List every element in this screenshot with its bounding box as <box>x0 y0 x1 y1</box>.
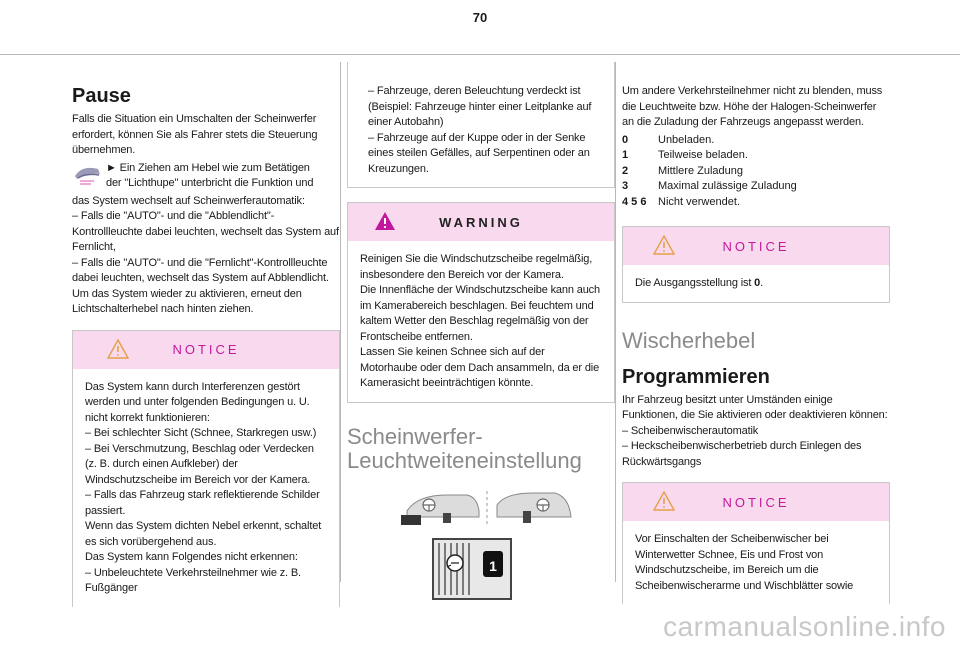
notice-box-3 <box>622 482 890 604</box>
warning-text: Reinigen Sie die Windschutzscheibe regelmäßig, insbesondere den Bereich vor der Kamera. Die Innenfläche der Windschutzscheibe kann auch im Kamerabereich beschlagen. Bei feuchtem und kaltem Wetter den Beschlag regelmäßig von der Frontscheibe entfernen. Lassen Sie keinen Schnee sich auf der Motorhaube oder dem Dach ansammeln, da er die Kamerasicht beeinträchtigen könnte. <box>360 253 600 389</box>
caution-triangle-icon <box>653 235 675 255</box>
notice-header <box>623 483 889 521</box>
caution-triangle-icon <box>107 339 129 359</box>
notice-text: Das System kann durch Interferenzen gestört werden und unter folgenden Bedingungen u. U. nicht korrekt funktionieren: – Bei schlechter Sicht (Schnee, Starkregen usw.) – Bei Verschmutzung, Beschlag oder Verdecken (z. B. durch einen Aufkleber) der Windschutzscheibe im Bereich vor der Kamera. – Falls das Fahrzeug stark reflektierende Schilder passiert. Wenn das System dichten Nebel erkennt, schaltet es sich vorübergehend aus. Das System kann Folgendes nicht erkennen: – Unbeleuchtete Verkehrsteilnehmer wie z. B. Fußgänger <box>85 380 322 594</box>
column-divider-right <box>615 62 616 582</box>
car-unloaded-icon <box>401 495 479 525</box>
pause-step <box>72 161 340 194</box>
hand-lever-icon <box>72 161 106 194</box>
warning-box <box>347 202 615 403</box>
continued-box <box>347 62 615 188</box>
caution-triangle-icon <box>653 491 675 511</box>
notice-header <box>73 331 339 369</box>
warning-header <box>348 203 614 241</box>
notice-label: NOTICE <box>172 342 240 357</box>
leveling-dial-icon <box>433 539 511 599</box>
pause-body: das System wechselt auf Scheinwerferautomatik: – Falls die "AUTO"- und die "Abblendlicht"-Kontrollleuchte dabei leuchten, wechselt das System auf Fernlicht, – Falls die "AUTO"- und die "Fernlicht"-Kontrollleuchte dabei leuchten, wechselt das System auf Abblendlicht. Um das System wieder zu aktivieren, erneut den Lichtschalterhebel nach hinten ziehen. <box>72 194 339 315</box>
notice-label: NOTICE <box>722 238 790 254</box>
notice-header <box>623 227 889 265</box>
notice-text: Die Ausgangsstellung ist 0. <box>635 277 764 289</box>
sub-heading-programming: Programmieren <box>622 365 770 388</box>
column-1 <box>72 62 340 607</box>
settings-list <box>622 133 890 211</box>
column-2 <box>347 62 615 647</box>
headlamp-illustration <box>347 487 615 647</box>
pause-step-line-2: der "Lichthupe" unterbricht die Funktion und <box>106 177 314 189</box>
headlamp-intro: Um andere Verkehrsteilnehmer nicht zu blenden, muss die Leuchtweite bzw. Höhe der Halogen-Scheinwerfer an die Zuladung der Fahrzeugs angepasst werden. <box>622 85 883 128</box>
wiper-body: Ihr Fahrzeug besitzt unter Umständen einige Funktionen, die Sie aktivieren oder deaktivieren können: – Scheibenwischerautomatik – Heckscheibenwischerbetrieb durch Einlegen des Rückwärtsgangs <box>622 393 888 468</box>
watermark: carmanualsonline.info <box>663 611 946 642</box>
warning-label: WARNING <box>439 214 523 230</box>
notice-box-2 <box>622 226 890 303</box>
car-loaded-icon <box>497 493 571 523</box>
settings-row: 4 5 6 Nicht verwendet. <box>622 195 740 208</box>
headlamp-diagram <box>347 487 615 647</box>
column-divider-left <box>340 62 341 582</box>
settings-row: 0 Unbeladen. <box>622 133 715 146</box>
notice-box-1 <box>72 330 340 607</box>
notice-text: Vor Einschalten der Scheibenwischer bei Winterwetter Schnee, Eis und Frost von Windschutzscheibe, im Bereich um die Scheibenwischerarme und Wischblätter sowie <box>635 533 854 592</box>
section-title-wiper: Wischerhebel <box>622 327 756 353</box>
pause-step-line-1: ► Ein Ziehen am Hebel wie zum Betätigen <box>106 161 310 174</box>
header-divider <box>0 54 960 55</box>
continued-text: – Fahrzeuge, deren Beleuchtung verdeckt ist (Beispiel: Fahrzeuge hinter einer Leitplanke auf einer Autobahn) – Fahrzeuge auf der Kuppe oder in der Senke eines steilen Gefälles, auf Serpentinen oder an Kreuzungen. <box>368 85 592 175</box>
pause-intro: Falls die Situation ein Umschalten der Scheinwerfer erfordert, können Sie als Fahrer stets die Steuerung übernehmen. <box>72 113 318 156</box>
settings-row: 3 Maximal zulässige Zuladung <box>622 180 797 192</box>
section-title-headlamp-adjust: Scheinwerfer- Leuchtweiteneinstellung <box>347 423 582 473</box>
section-heading-pause: Pause <box>72 85 131 107</box>
notice-label: NOTICE <box>722 494 790 510</box>
settings-row: 2 Mittlere Zuladung <box>622 164 743 177</box>
settings-row: 1 Teilweise beladen. <box>622 149 748 161</box>
warning-triangle-icon <box>374 211 396 231</box>
column-3 <box>622 62 890 604</box>
dial-number: 1 <box>489 557 497 574</box>
page-number: 70 <box>472 10 488 25</box>
